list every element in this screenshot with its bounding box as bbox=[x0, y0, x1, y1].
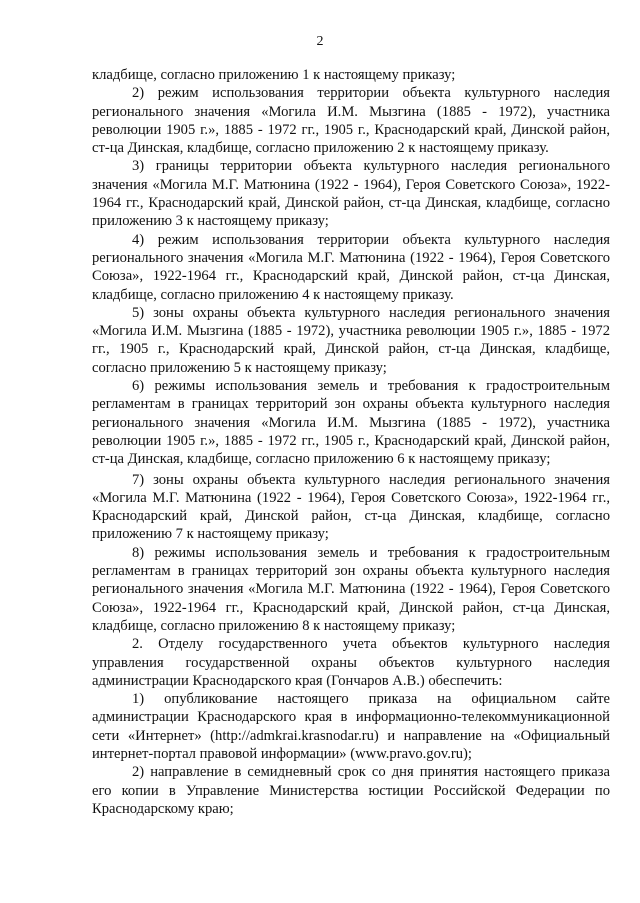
paragraph-sub-1-publication: 1) опубликование настоящего приказа на официальном сайте администрации Краснодарского края в информационно-телекоммуникационной сети «Интернет» (http://admkrai.krasnodar.ru) и направление на «Официальный интернет-портал правовой информации» (www.pravo.gov.ru); bbox=[92, 691, 610, 762]
paragraph-item-2-territory-regime-myzgin: 2) режим использования территории объекта культурного наследия регионального значения «Могила И.М. Мызгина (1885 - 1972), участника революции 1905 г.», 1885 - 1972 гг., 1905 г., Краснодарский край, Динской район, ст-ца Динская, кладбище, согласно приложению 2 к настоящему приказу. bbox=[92, 85, 610, 157]
page-number: 2 bbox=[316, 34, 324, 49]
paragraph-section-2-accounting-department: 2. Отделу государственного учета объектов культурного наследия управления государственной охраны объектов культурного наследия администрации Краснодарского края (Гончаров А.В.) обеспечить: bbox=[92, 636, 610, 689]
paragraph-item-5-protection-zones-myzgin: 5) зоны охраны объекта культурного наследия регионального значения «Могила И.М. Мызгина (1885 - 1972), участника революции 1905 г.», 1885 - 1972 гг., 1905 г., Краснодарский край, Динской район, ст-ца Динская, кладбище, согласно приложению 5 к настоящему приказу; bbox=[92, 304, 610, 376]
paragraph-item-4-territory-regime-matyunin: 4) режим использования территории объекта культурного наследия регионального значения «Могила М.Г. Матюнина (1922 - 1964), Героя Советского Союза», 1922-1964 гг., Краснодарский край, Динской район, ст-ца Динская, кладбище, согласно приложению 4 к настоящему приказу. bbox=[92, 231, 610, 303]
paragraph-item-7-protection-zones-matyunin: 7) зоны охраны объекта культурного наследия регионального значения «Могила М.Г. Матюнина (1922 - 1964), Героя Советского Союза», 1922-1964 гг., Краснодарский край, Динской район, ст-ца Динская, кладбище, согласно приложению 7 к настоящему приказу; bbox=[92, 471, 610, 543]
paragraph-sub-2-ministry-of-justice: 2) направление в семидневный срок со дня принятия настоящего приказа его копии в Управление Министерства юстиции Российской Федерации по Краснодарскому краю; bbox=[92, 764, 610, 817]
paragraph-item-8-land-use-regimes-matyunin: 8) режимы использования земель и требования к градостроительным регламентам в границах территорий зон охраны объекта культурного наследия регионального значения «Могила М.Г. Матюнина (1922 - 1964), Героя Советского Союза», 1922-1964 гг., Краснодарский край, Динской район, ст-ца Динская, кладбище, согласно приложению 8 к настоящему приказу; bbox=[92, 544, 610, 634]
paragraph-continuation: кладбище, согласно приложению 1 к настоящему приказу; bbox=[92, 67, 456, 83]
paragraph-item-6-land-use-regimes-myzgin: 6) режимы использования земель и требования к градостроительным регламентам в границах территорий зон охраны объекта культурного наследия регионального значения «Могила И.М. Мызгина (1885 - 1972), участника революции 1905 г.», 1885 - 1972 гг., 1905 г., Краснодарский край, Динской район, ст-ца Динская, кладбище, согласно приложению 6 к настоящему приказу; bbox=[92, 378, 610, 468]
paragraph-item-3-territory-boundaries-matyunin: 3) границы территории объекта культурного наследия регионального значения «Могила М.Г. Матюнина (1922 - 1964), Героя Советского Союза», 1922-1964 гг., Краснодарский край, Динской район, ст-ца Динская, кладбище, согласно приложению 3 к настоящему приказу; bbox=[92, 158, 610, 230]
document-body bbox=[92, 66, 610, 818]
